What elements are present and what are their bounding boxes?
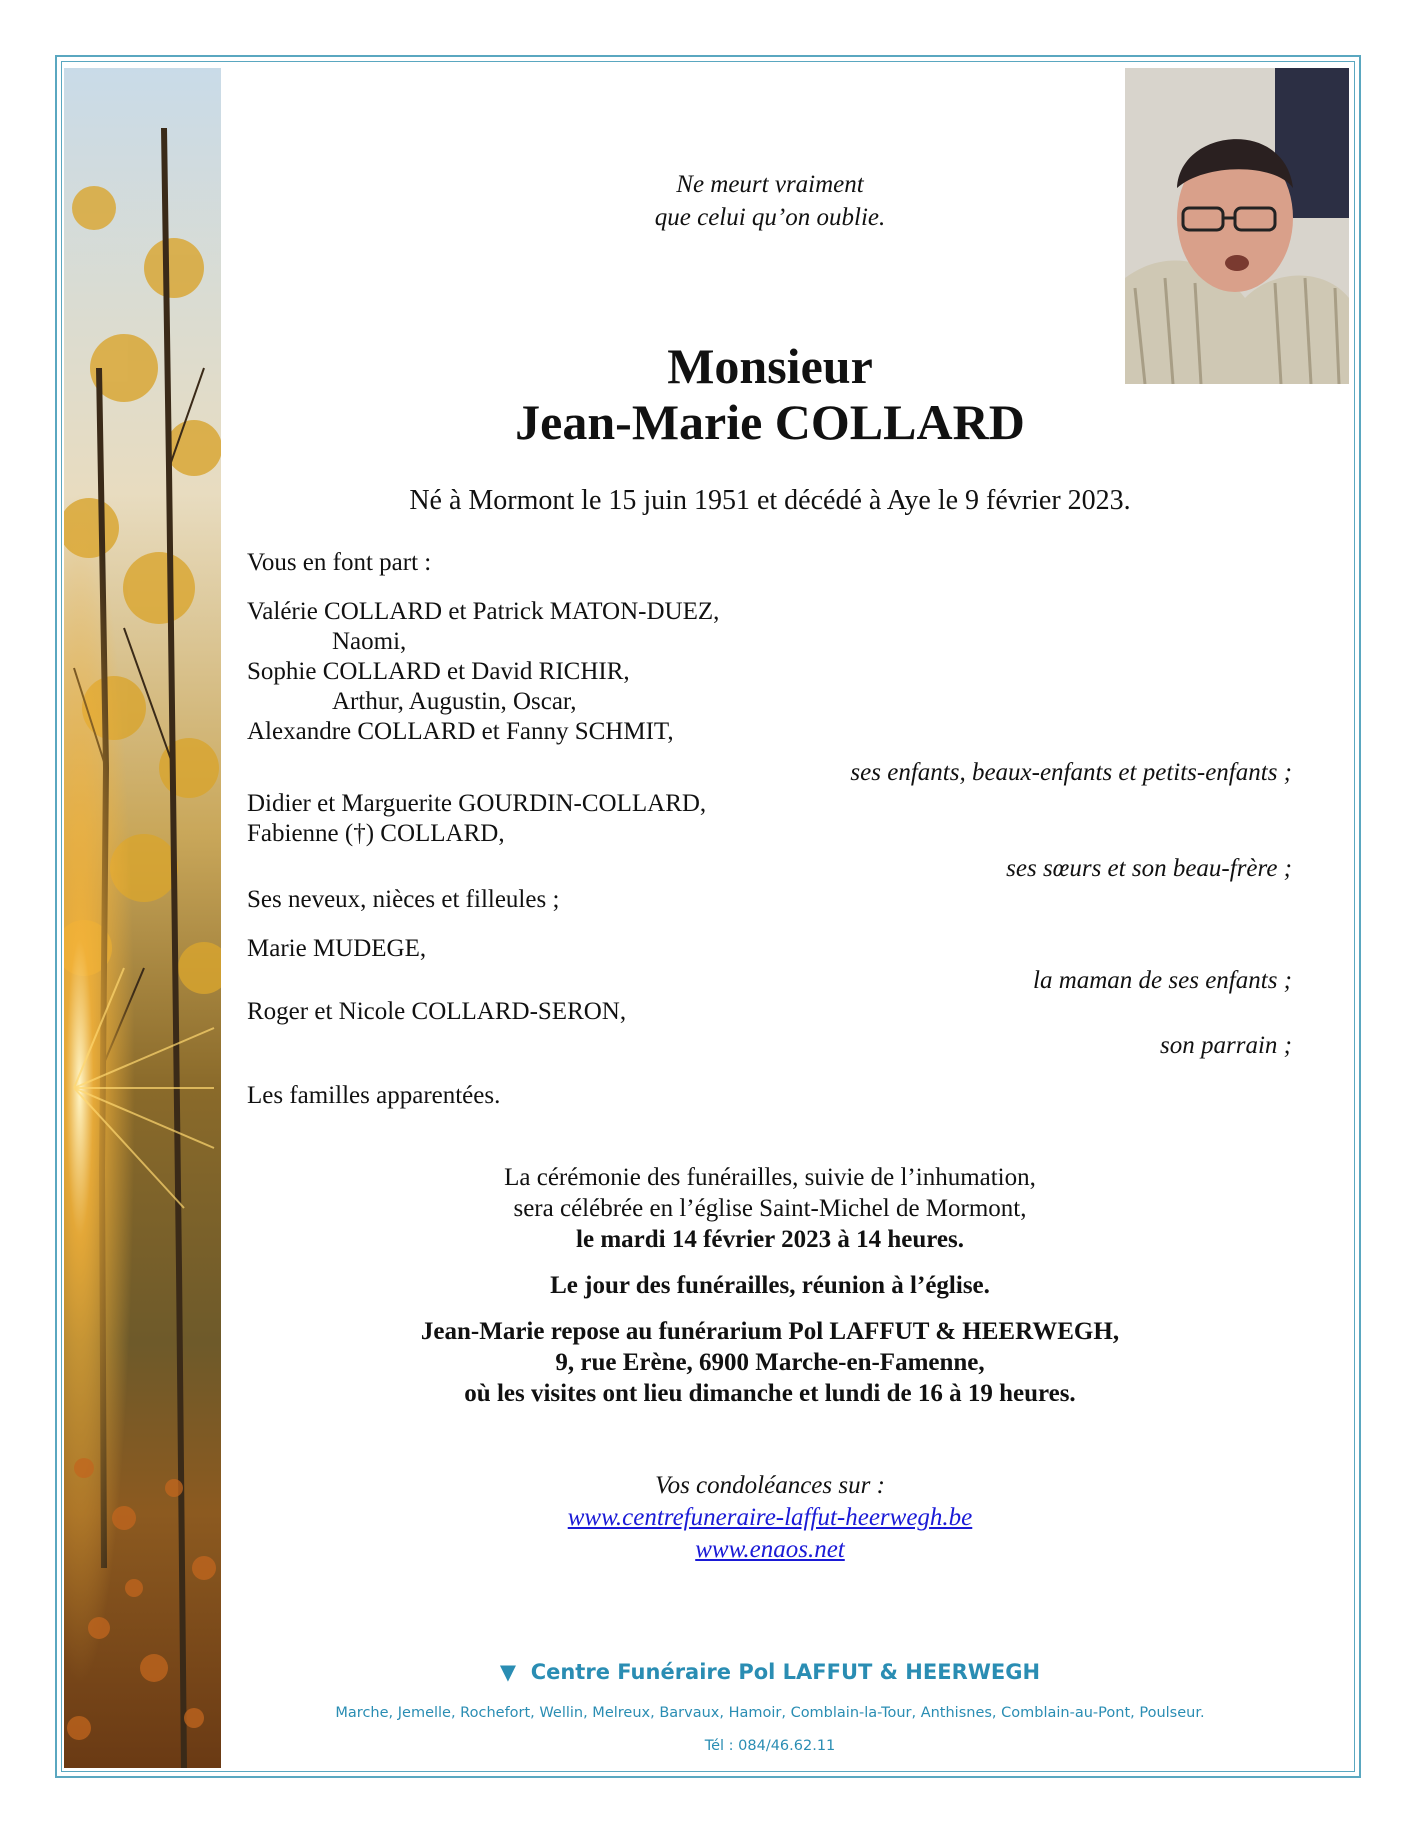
family-block-1 xyxy=(247,597,1047,747)
honorific: Monsieur xyxy=(667,338,873,394)
family-relation-1: ses enfants, beaux-enfants et petits-enfants ; xyxy=(850,759,1292,786)
quote-line-2: que celui qu’on oublie. xyxy=(654,204,886,231)
condolences xyxy=(420,1470,1120,1566)
funerarium-line: Jean-Marie repose au funérarium Pol LAFFUT & HEERWEGH, xyxy=(420,1318,1120,1345)
family-relation-2: ses sœurs et son beau-frère ; xyxy=(1006,855,1292,882)
birth-death-line: Né à Mormont le 15 juin 1951 et décédé à Aye le 9 février 2023. xyxy=(409,485,1131,516)
announce-heading: Vous en font part : xyxy=(247,549,432,576)
ceremony-meeting: Le jour des funérailles, réunion à l’église. xyxy=(550,1272,990,1299)
family-line-godfather: Roger et Nicole COLLARD-SERON, xyxy=(247,998,627,1025)
ceremony-info xyxy=(300,1162,1240,1409)
ceremony-line: sera célébrée en l’église Saint-Michel de Mormont, xyxy=(513,1195,1027,1222)
condolences-label: Vos condoléances sur : xyxy=(655,1472,885,1499)
family-relation-3: la maman de ses enfants ; xyxy=(1033,967,1292,994)
quote xyxy=(520,168,1020,234)
family-relation-4: son parrain ; xyxy=(1160,1032,1292,1059)
deceased-title xyxy=(380,338,1160,450)
footer-locations: Marche, Jemelle, Rochefort, Wellin, Melreux, Barvaux, Hamoir, Comblain-la-Tour, Anthisnes, Comblain-au-Pont, Poulseur. xyxy=(335,1705,1205,1721)
autumn-forest-image xyxy=(64,68,221,1768)
ceremony-date: le mardi 14 février 2023 à 14 heures. xyxy=(576,1226,964,1253)
footer-phone: Tél : 084/46.62.11 xyxy=(704,1738,836,1754)
family-line-relatives: Les familles apparentées. xyxy=(247,1082,501,1109)
family-block-2 xyxy=(247,789,1047,849)
portrait-photo xyxy=(1125,68,1349,384)
family-line: Valérie COLLARD et Patrick MATON-DUEZ, xyxy=(247,598,720,625)
ceremony-line: La cérémonie des funérailles, suivie de l’inhumation, xyxy=(504,1164,1036,1191)
family-line: Alexandre COLLARD et Fanny SCHMIT, xyxy=(247,718,674,745)
footer-brand xyxy=(250,1660,1290,1684)
condolences-link-enaos[interactable]: www.enaos.net xyxy=(695,1536,845,1563)
family-line: Fabienne (†) COLLARD, xyxy=(247,820,505,847)
family-line: Naomi, xyxy=(332,628,407,655)
family-line-nephews: Ses neveux, nièces et filleules ; xyxy=(247,886,560,913)
family-line-mother: Marie MUDEGE, xyxy=(247,935,427,962)
triangle-down-icon: ▼ xyxy=(499,1660,517,1684)
deceased-name: Jean-Marie COLLARD xyxy=(515,394,1025,450)
family-line: Arthur, Augustin, Oscar, xyxy=(332,688,577,715)
family-line: Sophie COLLARD et David RICHIR, xyxy=(247,658,630,685)
footer-company-name: Centre Funéraire Pol LAFFUT & HEERWEGH xyxy=(530,1660,1041,1684)
family-line: Didier et Marguerite GOURDIN-COLLARD, xyxy=(247,790,707,817)
condolences-link-laffut[interactable]: www.centrefuneraire-laffut-heerwegh.be xyxy=(567,1504,973,1531)
visiting-hours: où les visites ont lieu dimanche et lundi de 16 à 19 heures. xyxy=(464,1380,1076,1407)
quote-line-1: Ne meurt vraiment xyxy=(676,171,864,198)
funerarium-address: 9, rue Erène, 6900 Marche-en-Famenne, xyxy=(555,1349,985,1376)
